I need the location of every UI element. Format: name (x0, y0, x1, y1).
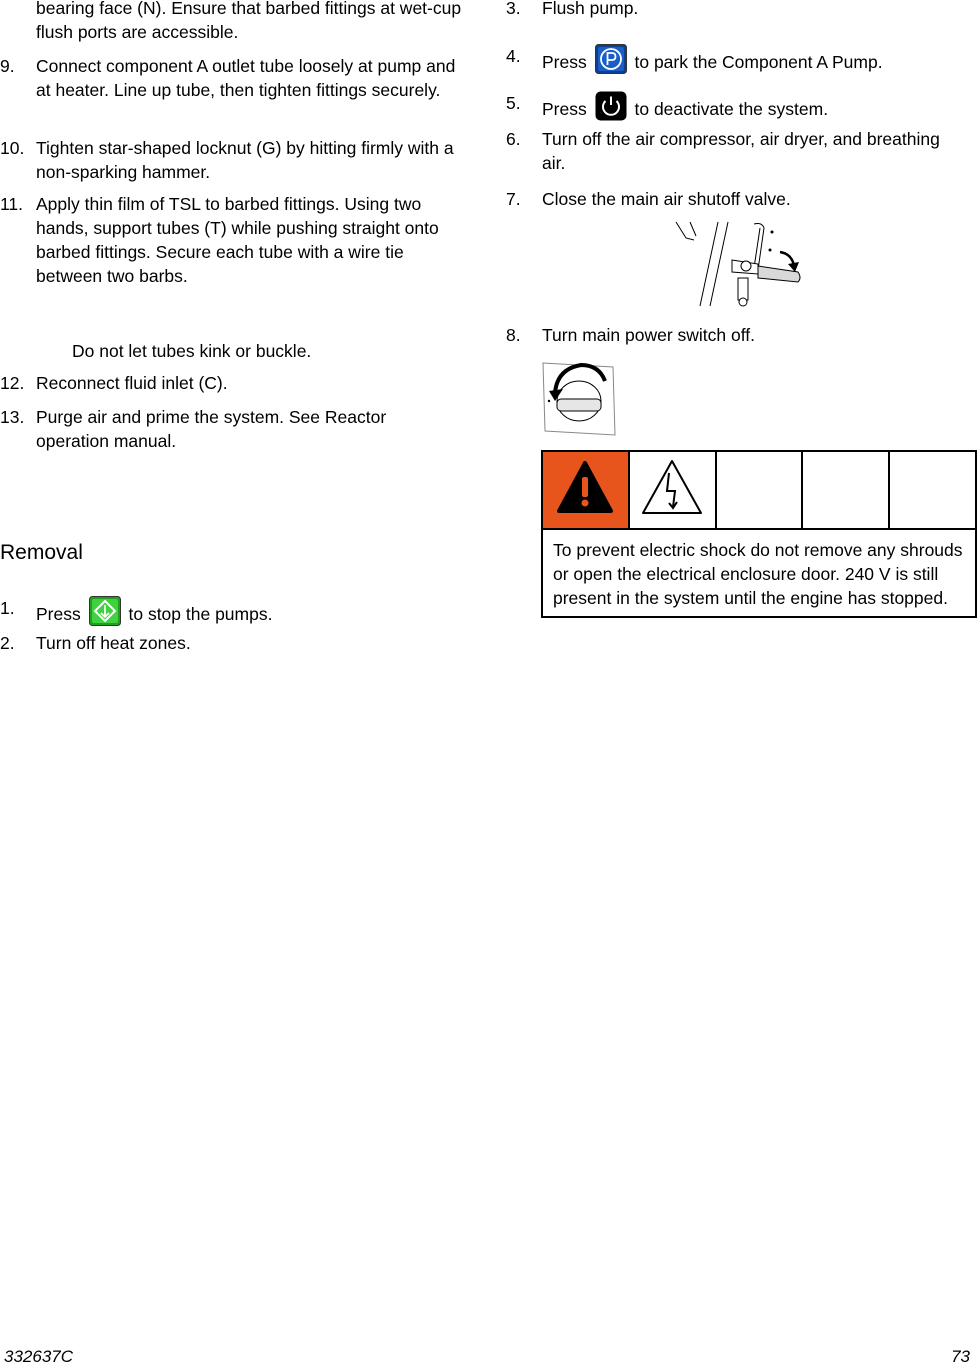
electric-shock-symbol-cell (629, 451, 716, 529)
warning-triangle-icon (555, 499, 615, 519)
removal-heading: Removal (0, 541, 83, 564)
step-number: 9. (0, 56, 15, 76)
step-number: 10. (0, 138, 25, 158)
step-text: Apply thin film of TSL to barbed fittings. Using two hands, support tubes (T) while pushing straight onto barbed fittings. Secure each tube with a wire tie between two barbs. (36, 194, 439, 286)
park-icon (595, 44, 627, 80)
step-text: Turn off the air compressor, air dryer, and breathing air. (542, 129, 940, 173)
step-text-before: Press (542, 52, 587, 72)
step-number: 12. (0, 373, 25, 393)
warning-symbol-cell (542, 451, 629, 529)
electric-shock-icon (639, 501, 705, 521)
step-text: Tighten star-shaped locknut (G) by hitting firmly with a non-sparking hammer. (36, 138, 454, 182)
step-text-after: to deactivate the system. (634, 99, 829, 119)
step-text: Purge air and prime the system. See Reactor operation manual. (36, 407, 387, 451)
step-number: 7. (506, 189, 521, 209)
step-text: Turn main power switch off. (542, 325, 755, 345)
step-text-after: to park the Component A Pump. (634, 52, 883, 72)
step-text-after: to stop the pumps. (128, 604, 273, 624)
step-number: 3. (506, 0, 521, 18)
step-number: 6. (506, 129, 521, 149)
step-number: 4. (506, 46, 521, 66)
empty-symbol-cell (716, 451, 803, 529)
step-number: 13. (0, 407, 25, 427)
step-text: Connect component A outlet tube loosely at pump and at heater. Line up tube, then tighten fittings securely. (36, 56, 456, 100)
main-power-switch-illustration (541, 359, 617, 443)
step-text: Turn off heat zones. (36, 633, 191, 653)
step-number: 8. (506, 325, 521, 345)
step-number: 11. (0, 194, 24, 214)
warning-text: To prevent electric shock do not remove any shrouds or open the electrical enclosure door. 240 V is still present in the system until the engine has stopped. (542, 529, 976, 617)
doc-number: 332637C (4, 1347, 74, 1366)
stop-pumps-icon (89, 596, 121, 632)
power-icon (595, 91, 627, 127)
step-text-before: Press (542, 99, 587, 119)
empty-symbol-cell (889, 451, 976, 529)
step-number: 5. (506, 93, 521, 113)
step-text: Reconnect fluid inlet (C). (36, 373, 228, 393)
intro-paragraph: bearing face (N). Ensure that barbed fittings at wet-cup flush ports are accessible. (36, 0, 462, 42)
page-number: 73 (951, 1347, 970, 1366)
step-text: Flush pump. (542, 0, 639, 18)
step-text-before: Press (36, 604, 81, 624)
step-number: 1. (0, 598, 15, 618)
step-number: 2. (0, 633, 15, 653)
note-text: Do not let tubes kink or buckle. (72, 341, 312, 361)
electric-shock-warning (541, 450, 977, 618)
air-shutoff-valve-illustration (674, 220, 804, 316)
step-text: Close the main air shutoff valve. (542, 189, 791, 209)
empty-symbol-cell (802, 451, 889, 529)
